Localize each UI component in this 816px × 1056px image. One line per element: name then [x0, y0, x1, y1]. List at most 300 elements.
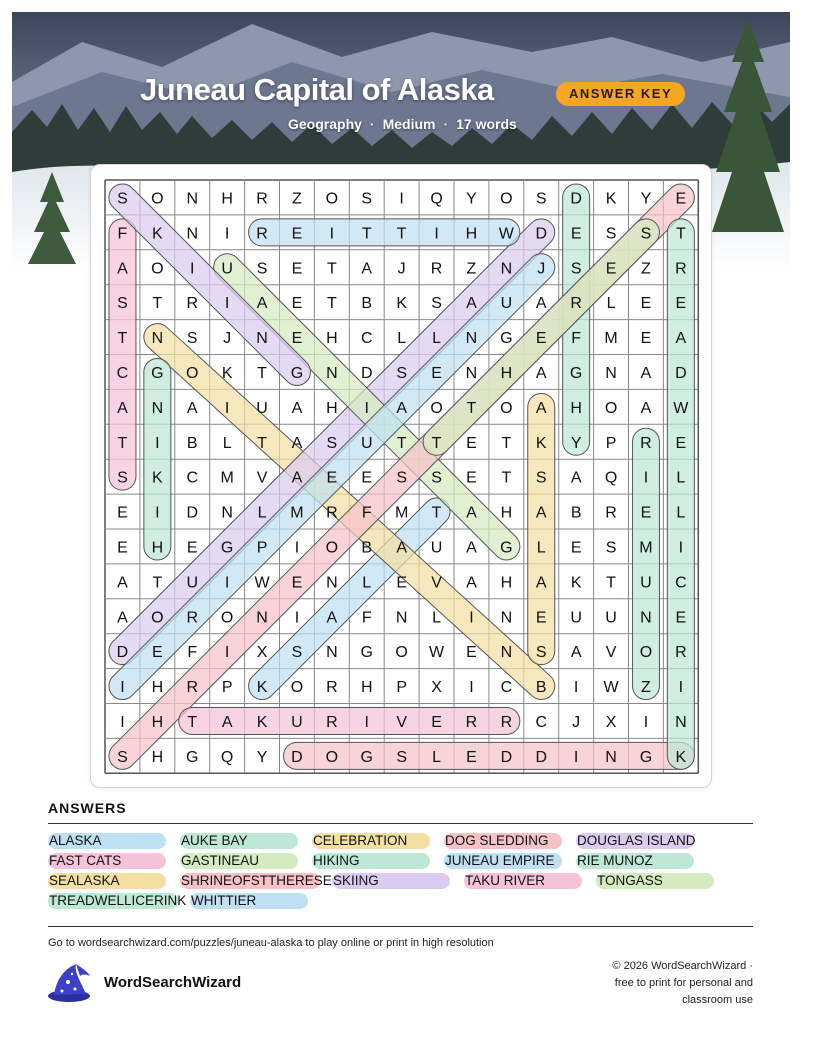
- grid-cell[interactable]: I: [678, 539, 684, 557]
- grid-cell[interactable]: I: [224, 574, 230, 592]
- grid-cell[interactable]: O: [325, 748, 339, 766]
- grid-cell[interactable]: N: [500, 644, 513, 662]
- grid-cell[interactable]: B: [535, 679, 547, 697]
- grid-cell[interactable]: Y: [256, 748, 268, 766]
- grid-cell[interactable]: E: [291, 260, 303, 278]
- grid-cell[interactable]: E: [186, 539, 198, 557]
- grid-cell[interactable]: S: [640, 225, 652, 243]
- grid-cell[interactable]: E: [361, 469, 373, 487]
- grid-cell[interactable]: R: [186, 295, 199, 313]
- grid-cell[interactable]: I: [224, 399, 230, 417]
- grid-cell[interactable]: S: [291, 644, 303, 662]
- grid-cell[interactable]: S: [431, 295, 442, 313]
- grid-cell[interactable]: O: [430, 399, 443, 417]
- grid-cell[interactable]: I: [643, 469, 649, 487]
- grid-cell[interactable]: L: [606, 295, 616, 313]
- grid-cell[interactable]: U: [360, 434, 373, 452]
- grid-cell[interactable]: Z: [292, 190, 302, 208]
- grid-cell[interactable]: C: [116, 364, 129, 382]
- grid-cell[interactable]: S: [117, 748, 128, 766]
- grid-cell[interactable]: S: [117, 190, 128, 208]
- grid-cell[interactable]: F: [187, 644, 198, 662]
- grid-cell[interactable]: A: [466, 574, 477, 592]
- grid-cell[interactable]: Z: [641, 679, 651, 697]
- grid-cell[interactable]: K: [256, 679, 268, 697]
- grid-cell[interactable]: O: [500, 399, 513, 417]
- grid-cell[interactable]: N: [151, 399, 164, 417]
- grid-cell[interactable]: S: [605, 225, 617, 243]
- grid-cell[interactable]: S: [396, 748, 407, 766]
- grid-cell[interactable]: Y: [640, 190, 652, 208]
- grid-cell[interactable]: I: [364, 713, 369, 731]
- grid-cell[interactable]: V: [396, 713, 407, 731]
- grid-cell[interactable]: R: [430, 260, 443, 278]
- grid-cell[interactable]: P: [221, 679, 233, 697]
- grid-cell[interactable]: V: [605, 644, 617, 662]
- grid-cell[interactable]: D: [535, 748, 548, 766]
- grid-cell[interactable]: O: [151, 260, 164, 278]
- grid-cell[interactable]: S: [117, 469, 128, 487]
- grid-cell[interactable]: E: [466, 434, 477, 452]
- grid-cell[interactable]: S: [535, 644, 547, 662]
- grid-cell[interactable]: E: [291, 574, 303, 592]
- grid-cell[interactable]: K: [152, 225, 163, 243]
- grid-cell[interactable]: N: [186, 190, 199, 208]
- grid-cell[interactable]: I: [224, 225, 230, 243]
- grid-cell[interactable]: K: [396, 295, 407, 313]
- grid-cell[interactable]: E: [675, 295, 687, 313]
- grid-cell[interactable]: O: [604, 399, 618, 417]
- grid-cell[interactable]: R: [570, 295, 582, 313]
- grid-cell[interactable]: N: [640, 609, 652, 627]
- grid-cell[interactable]: V: [256, 469, 268, 487]
- grid-cell[interactable]: M: [220, 469, 234, 487]
- grid-cell[interactable]: C: [535, 713, 548, 731]
- grid-cell[interactable]: R: [186, 609, 199, 627]
- grid-cell[interactable]: X: [431, 679, 442, 697]
- grid-cell[interactable]: V: [431, 574, 442, 592]
- grid-cell[interactable]: E: [535, 609, 547, 627]
- grid-cell[interactable]: Z: [466, 260, 477, 278]
- grid-cell[interactable]: E: [291, 330, 303, 348]
- grid-cell[interactable]: L: [257, 504, 267, 522]
- grid-cell[interactable]: R: [500, 713, 513, 731]
- grid-cell[interactable]: S: [326, 434, 338, 452]
- grid-cell[interactable]: U: [186, 574, 199, 592]
- grid-cell[interactable]: N: [256, 330, 268, 348]
- grid-cell[interactable]: A: [466, 295, 477, 313]
- grid-cell[interactable]: G: [360, 748, 373, 766]
- grid-cell[interactable]: D: [360, 364, 373, 382]
- grid-cell[interactable]: E: [117, 539, 128, 557]
- grid-cell[interactable]: J: [537, 260, 546, 278]
- grid-cell[interactable]: A: [535, 504, 547, 522]
- grid-cell[interactable]: I: [155, 434, 160, 452]
- grid-cell[interactable]: A: [640, 399, 652, 417]
- grid-cell[interactable]: S: [570, 260, 582, 278]
- grid-cell[interactable]: I: [678, 679, 684, 697]
- grid-cell[interactable]: B: [361, 539, 373, 557]
- grid-cell[interactable]: N: [326, 644, 338, 662]
- grid-cell[interactable]: N: [221, 504, 233, 522]
- grid-cell[interactable]: M: [290, 504, 304, 522]
- grid-cell[interactable]: R: [326, 713, 338, 731]
- grid-cell[interactable]: S: [396, 469, 407, 487]
- grid-cell[interactable]: I: [224, 644, 230, 662]
- grid-cell[interactable]: H: [151, 748, 164, 766]
- grid-cell[interactable]: A: [291, 434, 303, 452]
- grid-cell[interactable]: A: [221, 713, 233, 731]
- grid-cell[interactable]: G: [290, 364, 304, 382]
- grid-cell[interactable]: S: [396, 364, 407, 382]
- grid-cell[interactable]: I: [120, 713, 125, 731]
- grid-cell[interactable]: K: [535, 434, 547, 452]
- grid-cell[interactable]: C: [500, 679, 513, 697]
- grid-cell[interactable]: I: [120, 679, 125, 697]
- grid-cell[interactable]: O: [639, 644, 653, 662]
- grid-cell[interactable]: S: [535, 190, 547, 208]
- grid-cell[interactable]: A: [535, 399, 547, 417]
- grid-cell[interactable]: H: [500, 364, 513, 382]
- grid-cell[interactable]: R: [256, 190, 268, 208]
- grid-cell[interactable]: N: [186, 225, 199, 243]
- grid-cell[interactable]: O: [325, 190, 339, 208]
- grid-cell[interactable]: O: [500, 190, 513, 208]
- grid-cell[interactable]: J: [397, 260, 406, 278]
- grid-cell[interactable]: C: [360, 330, 373, 348]
- grid-cell[interactable]: G: [151, 364, 164, 382]
- grid-cell[interactable]: A: [291, 399, 303, 417]
- answer-item: [576, 832, 696, 849]
- grid-cell[interactable]: I: [155, 504, 160, 522]
- highlight-dog-sledding: [283, 742, 694, 769]
- grid-cell[interactable]: T: [117, 434, 128, 452]
- grid-cell[interactable]: T: [117, 330, 128, 348]
- grid-cell[interactable]: O: [325, 539, 339, 557]
- grid-cell[interactable]: G: [569, 364, 583, 382]
- grid-cell[interactable]: A: [291, 469, 303, 487]
- grid-cell[interactable]: X: [605, 713, 617, 731]
- grid-cell[interactable]: A: [466, 504, 477, 522]
- grid-cell[interactable]: P: [256, 539, 268, 557]
- grid-cell[interactable]: R: [675, 260, 687, 278]
- grid-cell[interactable]: T: [431, 434, 442, 452]
- grid-cell[interactable]: W: [254, 574, 270, 592]
- grid-cell[interactable]: R: [465, 713, 478, 731]
- grid-cell[interactable]: H: [151, 679, 164, 697]
- grid-cell[interactable]: A: [186, 399, 198, 417]
- grid-cell[interactable]: A: [361, 260, 373, 278]
- brand-name[interactable]: WordSearchWizard: [104, 974, 242, 991]
- grid-cell[interactable]: J: [223, 330, 232, 348]
- grid-cell[interactable]: E: [466, 644, 477, 662]
- grid-cell[interactable]: F: [571, 330, 582, 348]
- grid-cell[interactable]: H: [221, 190, 233, 208]
- grid-cell[interactable]: N: [151, 330, 164, 348]
- grid-cell[interactable]: A: [570, 469, 582, 487]
- grid-cell[interactable]: E: [640, 330, 652, 348]
- grid-cell[interactable]: E: [570, 225, 582, 243]
- grid-cell[interactable]: A: [117, 399, 128, 417]
- grid-cell[interactable]: N: [465, 330, 478, 348]
- grid-cell[interactable]: A: [117, 260, 128, 278]
- grid-cell[interactable]: E: [605, 260, 617, 278]
- grid-cell[interactable]: X: [256, 644, 268, 662]
- grid-cell[interactable]: C: [186, 469, 199, 487]
- grid-cell[interactable]: K: [152, 469, 163, 487]
- grid-cell[interactable]: G: [500, 539, 513, 557]
- grid-cell[interactable]: R: [675, 644, 687, 662]
- grid-cell[interactable]: D: [535, 225, 548, 243]
- grid-cell[interactable]: I: [643, 713, 649, 731]
- grid-cell[interactable]: T: [466, 399, 477, 417]
- grid-cell[interactable]: C: [675, 574, 687, 592]
- grid-cell[interactable]: E: [326, 469, 338, 487]
- grid-cell[interactable]: H: [500, 574, 513, 592]
- grid-cell[interactable]: K: [605, 190, 617, 208]
- grid-cell[interactable]: Y: [570, 434, 582, 452]
- grid-cell[interactable]: P: [605, 434, 617, 452]
- answer-label: JUNEAU EMPIRE: [445, 853, 555, 868]
- grid-cell[interactable]: H: [326, 330, 338, 348]
- grid-cell[interactable]: O: [151, 609, 164, 627]
- grid-cell[interactable]: G: [500, 330, 513, 348]
- grid-cell[interactable]: E: [570, 539, 582, 557]
- grid-cell[interactable]: N: [465, 364, 478, 382]
- grid-cell[interactable]: E: [291, 225, 303, 243]
- grid-cell[interactable]: A: [117, 574, 128, 592]
- grid-cell[interactable]: A: [466, 539, 477, 557]
- grid-cell[interactable]: L: [676, 504, 686, 522]
- answer-label: SEALASKA: [49, 873, 120, 888]
- grid-cell[interactable]: H: [500, 504, 513, 522]
- grid-cell[interactable]: T: [396, 225, 407, 243]
- grid-cell[interactable]: T: [396, 434, 407, 452]
- grid-cell[interactable]: E: [675, 609, 687, 627]
- grid-cell[interactable]: O: [151, 190, 164, 208]
- wizard-hat-icon: [46, 962, 92, 1004]
- grid-cell[interactable]: R: [605, 504, 617, 522]
- grid-cell[interactable]: H: [151, 539, 164, 557]
- grid-cell[interactable]: D: [500, 748, 513, 766]
- grid-cell[interactable]: N: [675, 713, 687, 731]
- grid-cell[interactable]: T: [152, 574, 163, 592]
- grid-cell[interactable]: S: [117, 295, 128, 313]
- answer-label: TREADWELLICERINK: [49, 893, 187, 908]
- grid-cell[interactable]: T: [187, 713, 198, 731]
- grid-cell[interactable]: A: [256, 295, 268, 313]
- grid-cell[interactable]: W: [498, 225, 514, 243]
- grid-cell[interactable]: D: [291, 748, 303, 766]
- grid-cell[interactable]: E: [431, 713, 442, 731]
- grid-cell[interactable]: T: [606, 574, 616, 592]
- grid-cell[interactable]: L: [397, 330, 407, 348]
- grid-cell[interactable]: A: [326, 609, 338, 627]
- answer-item: [444, 852, 555, 869]
- grid-cell[interactable]: M: [604, 330, 618, 348]
- grid-cell[interactable]: Q: [220, 748, 234, 766]
- grid-cell[interactable]: N: [395, 609, 408, 627]
- grid-cell[interactable]: E: [535, 330, 547, 348]
- grid-cell[interactable]: A: [640, 364, 652, 382]
- grid-cell[interactable]: I: [469, 679, 474, 697]
- grid-cell[interactable]: N: [326, 574, 338, 592]
- grid-cell[interactable]: G: [639, 748, 653, 766]
- grid-cell[interactable]: E: [152, 644, 163, 662]
- grid-cell[interactable]: E: [431, 364, 442, 382]
- grid-cell[interactable]: L: [536, 539, 546, 557]
- grid-cell[interactable]: E: [640, 504, 652, 522]
- grid-cell[interactable]: A: [570, 644, 582, 662]
- grid-cell[interactable]: I: [573, 748, 579, 766]
- grid-cell[interactable]: U: [256, 399, 268, 417]
- grid-cell[interactable]: T: [361, 225, 372, 243]
- grid-cell[interactable]: M: [394, 504, 409, 522]
- grid-cell[interactable]: D: [116, 644, 129, 662]
- grid-cell[interactable]: U: [570, 609, 582, 627]
- grid-cell[interactable]: T: [501, 469, 512, 487]
- grid-cell[interactable]: I: [224, 295, 230, 313]
- grid-cell[interactable]: B: [361, 295, 373, 313]
- grid-cell[interactable]: I: [329, 225, 335, 243]
- grid-cell[interactable]: E: [466, 469, 477, 487]
- grid-cell[interactable]: R: [186, 679, 199, 697]
- grid-cell[interactable]: L: [222, 434, 232, 452]
- grid-cell[interactable]: Y: [466, 190, 477, 208]
- grid-cell[interactable]: E: [466, 748, 477, 766]
- grid-cell[interactable]: K: [221, 364, 233, 382]
- grid-cell[interactable]: L: [432, 748, 442, 766]
- grid-cell[interactable]: S: [186, 330, 198, 348]
- grid-cell[interactable]: O: [220, 609, 234, 627]
- grid-cell[interactable]: A: [535, 295, 547, 313]
- grid-cell[interactable]: T: [431, 504, 442, 522]
- grid-cell[interactable]: H: [570, 399, 582, 417]
- grid-cell[interactable]: B: [570, 504, 582, 522]
- grid-cell[interactable]: K: [675, 748, 687, 766]
- grid-cell[interactable]: L: [362, 574, 372, 592]
- grid-cell[interactable]: H: [360, 679, 373, 697]
- play-online-link[interactable]: Go to wordsearchwizard.com/puzzles/juneau-alaska to play online or print in high resolution: [48, 937, 494, 949]
- grid-cell[interactable]: E: [291, 295, 303, 313]
- grid-cell[interactable]: E: [675, 190, 687, 208]
- grid-cell[interactable]: W: [603, 679, 619, 697]
- grid-cell[interactable]: R: [640, 434, 652, 452]
- grid-cell[interactable]: T: [501, 434, 512, 452]
- grid-cell[interactable]: U: [221, 260, 233, 278]
- grid-cell[interactable]: T: [257, 364, 267, 382]
- grid-cell[interactable]: A: [675, 330, 687, 348]
- grid-cell[interactable]: N: [500, 260, 513, 278]
- grid-cell[interactable]: P: [396, 679, 407, 697]
- grid-cell[interactable]: D: [186, 504, 199, 522]
- grid-cell[interactable]: I: [573, 679, 579, 697]
- answer-label: AUKE BAY: [181, 833, 248, 848]
- grid-cell[interactable]: N: [500, 609, 513, 627]
- grid-cell[interactable]: F: [117, 225, 128, 243]
- grid-cell[interactable]: U: [430, 539, 443, 557]
- grid-cell[interactable]: R: [326, 679, 338, 697]
- grid-cell[interactable]: D: [570, 190, 582, 208]
- grid-cell[interactable]: H: [465, 225, 478, 243]
- grid-cell[interactable]: U: [500, 295, 513, 313]
- grid-cell[interactable]: S: [535, 469, 547, 487]
- grid-cell[interactable]: Z: [641, 260, 651, 278]
- grid-cell[interactable]: E: [675, 434, 687, 452]
- grid-cell[interactable]: I: [434, 225, 439, 243]
- grid-cell[interactable]: K: [570, 574, 582, 592]
- grid-cell[interactable]: A: [396, 539, 407, 557]
- grid-cell[interactable]: S: [256, 260, 268, 278]
- grid-cell[interactable]: T: [257, 434, 267, 452]
- grid-cell[interactable]: O: [395, 644, 408, 662]
- grid-cell[interactable]: E: [640, 295, 652, 313]
- grid-cell[interactable]: G: [360, 644, 373, 662]
- grid-cell[interactable]: U: [291, 713, 303, 731]
- grid-cell[interactable]: J: [572, 713, 581, 731]
- grid-cell[interactable]: A: [117, 609, 128, 627]
- grid-cell[interactable]: L: [676, 469, 686, 487]
- grid-cell[interactable]: T: [152, 295, 163, 313]
- grid-cell[interactable]: T: [675, 225, 686, 243]
- grid-cell[interactable]: I: [190, 260, 195, 278]
- grid-cell[interactable]: I: [294, 539, 300, 557]
- grid-cell[interactable]: K: [256, 713, 268, 731]
- grid-cell[interactable]: I: [294, 609, 300, 627]
- grid-cell[interactable]: O: [186, 364, 199, 382]
- grid-cell[interactable]: S: [361, 190, 373, 208]
- grid-cell[interactable]: T: [326, 260, 337, 278]
- grid-cell[interactable]: A: [535, 574, 547, 592]
- grid-cell[interactable]: A: [535, 364, 547, 382]
- grid-cell[interactable]: M: [639, 539, 653, 557]
- grid-cell[interactable]: A: [396, 399, 407, 417]
- grid-cell[interactable]: S: [605, 539, 617, 557]
- grid-cell[interactable]: L: [432, 330, 442, 348]
- grid-cell[interactable]: E: [117, 504, 128, 522]
- grid-cell[interactable]: U: [605, 609, 617, 627]
- grid-cell[interactable]: R: [256, 225, 268, 243]
- grid-cell[interactable]: N: [256, 609, 268, 627]
- grid-cell[interactable]: W: [428, 644, 445, 662]
- grid-cell[interactable]: N: [605, 364, 617, 382]
- grid-cell[interactable]: T: [326, 295, 337, 313]
- grid-cell[interactable]: W: [673, 399, 689, 417]
- grid-cell[interactable]: H: [151, 713, 164, 731]
- grid-cell[interactable]: F: [361, 504, 372, 522]
- grid-cell[interactable]: G: [220, 539, 234, 557]
- grid-cell[interactable]: L: [432, 609, 442, 627]
- grid-cell[interactable]: N: [605, 748, 617, 766]
- answer-label: SKIING: [333, 873, 379, 888]
- grid-cell[interactable]: H: [326, 399, 338, 417]
- grid-cell[interactable]: D: [675, 364, 687, 382]
- grid-cell[interactable]: Q: [430, 190, 443, 208]
- grid-cell[interactable]: O: [290, 679, 304, 697]
- grid-cell[interactable]: N: [326, 364, 338, 382]
- grid-cell[interactable]: S: [431, 469, 442, 487]
- grid-cell[interactable]: I: [399, 190, 404, 208]
- grid-cell[interactable]: U: [640, 574, 652, 592]
- grid-cell[interactable]: Q: [604, 469, 618, 487]
- grid-cell[interactable]: I: [364, 399, 369, 417]
- grid-cell[interactable]: G: [186, 748, 199, 766]
- grid-cell[interactable]: B: [186, 434, 198, 452]
- grid-cell[interactable]: I: [469, 609, 474, 627]
- grid-cell[interactable]: F: [361, 609, 372, 627]
- grid-cell[interactable]: E: [396, 574, 407, 592]
- grid-cell[interactable]: R: [326, 504, 338, 522]
